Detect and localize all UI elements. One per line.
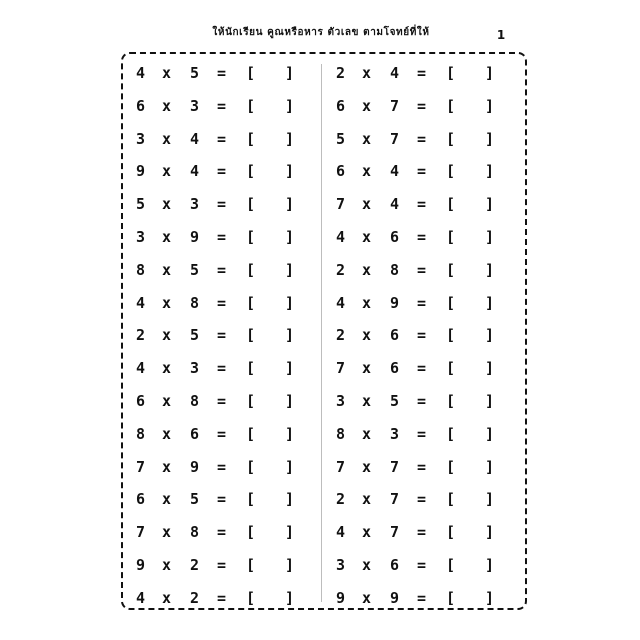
problem-row bbox=[129, 221, 309, 254]
second-number: 2 bbox=[190, 555, 200, 574]
first-number: 7 bbox=[336, 457, 346, 476]
page-number: 1 bbox=[496, 28, 506, 42]
problem-row bbox=[129, 582, 309, 615]
equals-sign: = bbox=[417, 162, 427, 181]
answer-bracket-open: [ bbox=[246, 260, 256, 279]
problem-row bbox=[329, 451, 509, 484]
answer-bracket-close: ] bbox=[485, 457, 495, 476]
equals-sign: = bbox=[217, 129, 227, 148]
second-number: 4 bbox=[190, 162, 200, 181]
multiply-sign: x bbox=[362, 227, 372, 246]
problem-row bbox=[329, 549, 509, 582]
equals-sign: = bbox=[417, 424, 427, 443]
answer-bracket-close: ] bbox=[485, 96, 495, 115]
problem-row bbox=[329, 582, 509, 615]
first-number: 7 bbox=[136, 457, 146, 476]
first-number: 5 bbox=[136, 195, 146, 214]
answer-bracket-open: [ bbox=[446, 391, 456, 410]
multiply-sign: x bbox=[162, 555, 172, 574]
second-number: 7 bbox=[390, 457, 400, 476]
answer-bracket-close: ] bbox=[485, 490, 495, 509]
multiply-sign: x bbox=[162, 391, 172, 410]
answer-bracket-close: ] bbox=[285, 326, 295, 345]
first-number: 4 bbox=[136, 64, 146, 82]
multiply-sign: x bbox=[162, 490, 172, 509]
answer-bracket-open: [ bbox=[446, 359, 456, 378]
answer-bracket-open: [ bbox=[246, 391, 256, 410]
equals-sign: = bbox=[217, 359, 227, 378]
second-number: 4 bbox=[390, 195, 400, 214]
first-number: 4 bbox=[136, 359, 146, 378]
answer-bracket-open: [ bbox=[246, 162, 256, 181]
answer-bracket-open: [ bbox=[246, 490, 256, 509]
answer-bracket-open: [ bbox=[246, 457, 256, 476]
multiply-sign: x bbox=[162, 129, 172, 148]
problem-row bbox=[329, 385, 509, 418]
answer-bracket-close: ] bbox=[285, 96, 295, 115]
first-number: 4 bbox=[336, 293, 346, 312]
equals-sign: = bbox=[217, 523, 227, 542]
first-number: 2 bbox=[336, 490, 346, 509]
equals-sign: = bbox=[417, 129, 427, 148]
second-number: 5 bbox=[190, 490, 200, 509]
answer-bracket-open: [ bbox=[446, 588, 456, 607]
answer-bracket-open: [ bbox=[446, 293, 456, 312]
answer-bracket-open: [ bbox=[246, 293, 256, 312]
first-number: 6 bbox=[336, 162, 346, 181]
multiply-sign: x bbox=[362, 96, 372, 115]
problem-row bbox=[129, 385, 309, 418]
answer-bracket-open: [ bbox=[246, 555, 256, 574]
second-number: 6 bbox=[390, 326, 400, 345]
answer-bracket-close: ] bbox=[285, 129, 295, 148]
second-number: 2 bbox=[190, 588, 200, 607]
answer-bracket-open: [ bbox=[446, 490, 456, 509]
answer-bracket-close: ] bbox=[485, 391, 495, 410]
answer-bracket-close: ] bbox=[485, 555, 495, 574]
equals-sign: = bbox=[217, 195, 227, 214]
equals-sign: = bbox=[417, 588, 427, 607]
multiply-sign: x bbox=[362, 293, 372, 312]
first-number: 4 bbox=[136, 293, 146, 312]
problem-row bbox=[129, 57, 309, 90]
answer-bracket-open: [ bbox=[246, 64, 256, 82]
problem-row bbox=[129, 254, 309, 287]
equals-sign: = bbox=[417, 293, 427, 312]
problem-row bbox=[329, 319, 509, 352]
problem-row bbox=[129, 483, 309, 516]
equals-sign: = bbox=[417, 359, 427, 378]
equals-sign: = bbox=[217, 162, 227, 181]
equals-sign: = bbox=[217, 588, 227, 607]
first-number: 3 bbox=[336, 555, 346, 574]
equals-sign: = bbox=[217, 457, 227, 476]
answer-bracket-close: ] bbox=[285, 227, 295, 246]
second-number: 4 bbox=[390, 162, 400, 181]
answer-bracket-close: ] bbox=[285, 260, 295, 279]
answer-bracket-open: [ bbox=[246, 424, 256, 443]
first-number: 6 bbox=[136, 96, 146, 115]
equals-sign: = bbox=[417, 490, 427, 509]
second-number: 3 bbox=[390, 424, 400, 443]
equals-sign: = bbox=[217, 96, 227, 115]
answer-bracket-close: ] bbox=[285, 523, 295, 542]
answer-bracket-close: ] bbox=[485, 523, 495, 542]
answer-bracket-open: [ bbox=[246, 588, 256, 607]
multiply-sign: x bbox=[162, 523, 172, 542]
answer-bracket-open: [ bbox=[246, 96, 256, 115]
second-number: 5 bbox=[190, 260, 200, 279]
answer-bracket-close: ] bbox=[285, 391, 295, 410]
answer-bracket-open: [ bbox=[246, 326, 256, 345]
multiply-sign: x bbox=[362, 162, 372, 181]
multiply-sign: x bbox=[362, 588, 372, 607]
answer-bracket-close: ] bbox=[485, 326, 495, 345]
problem-row bbox=[329, 57, 509, 90]
first-number: 2 bbox=[336, 326, 346, 345]
first-number: 6 bbox=[136, 490, 146, 509]
problem-row bbox=[129, 188, 309, 221]
multiply-sign: x bbox=[162, 64, 172, 82]
first-number: 3 bbox=[136, 129, 146, 148]
answer-bracket-close: ] bbox=[485, 359, 495, 378]
second-number: 5 bbox=[190, 326, 200, 345]
problem-row bbox=[329, 418, 509, 451]
multiply-sign: x bbox=[362, 195, 372, 214]
problem-column-left bbox=[129, 57, 309, 615]
multiply-sign: x bbox=[162, 260, 172, 279]
answer-bracket-close: ] bbox=[285, 293, 295, 312]
equals-sign: = bbox=[417, 457, 427, 476]
answer-bracket-close: ] bbox=[285, 588, 295, 607]
answer-bracket-open: [ bbox=[446, 195, 456, 214]
answer-bracket-close: ] bbox=[285, 490, 295, 509]
worksheet-title: ให้นักเรียน คูณหรือหาร ตัวเลข ตามโจทย์ที่ให้ bbox=[212, 27, 430, 38]
multiply-sign: x bbox=[362, 424, 372, 443]
equals-sign: = bbox=[417, 195, 427, 214]
answer-bracket-close: ] bbox=[285, 359, 295, 378]
equals-sign: = bbox=[217, 260, 227, 279]
problem-row bbox=[129, 319, 309, 352]
problem-row bbox=[329, 287, 509, 320]
multiply-sign: x bbox=[362, 555, 372, 574]
first-number: 8 bbox=[136, 424, 146, 443]
equals-sign: = bbox=[417, 523, 427, 542]
second-number: 9 bbox=[190, 227, 200, 246]
second-number: 9 bbox=[390, 588, 400, 607]
multiply-sign: x bbox=[162, 96, 172, 115]
multiply-sign: x bbox=[162, 457, 172, 476]
answer-bracket-open: [ bbox=[446, 64, 456, 82]
equals-sign: = bbox=[417, 391, 427, 410]
equals-sign: = bbox=[417, 326, 427, 345]
second-number: 3 bbox=[190, 96, 200, 115]
answer-bracket-open: [ bbox=[446, 424, 456, 443]
multiply-sign: x bbox=[362, 64, 372, 82]
first-number: 9 bbox=[136, 162, 146, 181]
equals-sign: = bbox=[417, 227, 427, 246]
equals-sign: = bbox=[417, 555, 427, 574]
first-number: 7 bbox=[336, 195, 346, 214]
answer-bracket-open: [ bbox=[246, 227, 256, 246]
answer-bracket-open: [ bbox=[446, 162, 456, 181]
second-number: 7 bbox=[390, 96, 400, 115]
first-number: 3 bbox=[336, 391, 346, 410]
answer-bracket-close: ] bbox=[285, 555, 295, 574]
second-number: 5 bbox=[190, 64, 200, 82]
answer-bracket-close: ] bbox=[485, 293, 495, 312]
answer-bracket-close: ] bbox=[485, 260, 495, 279]
answer-bracket-close: ] bbox=[485, 64, 495, 82]
problem-row bbox=[329, 188, 509, 221]
multiply-sign: x bbox=[162, 359, 172, 378]
first-number: 6 bbox=[336, 96, 346, 115]
second-number: 6 bbox=[390, 555, 400, 574]
multiply-sign: x bbox=[362, 260, 372, 279]
first-number: 7 bbox=[336, 359, 346, 378]
second-number: 3 bbox=[190, 359, 200, 378]
second-number: 9 bbox=[390, 293, 400, 312]
multiply-sign: x bbox=[162, 195, 172, 214]
equals-sign: = bbox=[217, 64, 227, 82]
worksheet-dashed-frame bbox=[121, 52, 527, 610]
problem-row bbox=[329, 483, 509, 516]
second-number: 4 bbox=[190, 129, 200, 148]
multiply-sign: x bbox=[362, 523, 372, 542]
first-number: 4 bbox=[136, 588, 146, 607]
multiply-sign: x bbox=[362, 490, 372, 509]
multiply-sign: x bbox=[362, 457, 372, 476]
problem-row bbox=[129, 451, 309, 484]
problem-row bbox=[129, 155, 309, 188]
second-number: 5 bbox=[390, 391, 400, 410]
first-number: 3 bbox=[136, 227, 146, 246]
answer-bracket-close: ] bbox=[485, 424, 495, 443]
equals-sign: = bbox=[217, 293, 227, 312]
multiply-sign: x bbox=[162, 588, 172, 607]
second-number: 9 bbox=[190, 457, 200, 476]
second-number: 3 bbox=[190, 195, 200, 214]
multiply-sign: x bbox=[162, 326, 172, 345]
answer-bracket-close: ] bbox=[485, 588, 495, 607]
answer-bracket-open: [ bbox=[446, 457, 456, 476]
problem-row bbox=[329, 123, 509, 156]
first-number: 9 bbox=[336, 588, 346, 607]
problem-row bbox=[329, 516, 509, 549]
second-number: 8 bbox=[190, 391, 200, 410]
answer-bracket-close: ] bbox=[285, 424, 295, 443]
problem-row bbox=[129, 123, 309, 156]
first-number: 8 bbox=[336, 424, 346, 443]
problem-row bbox=[129, 549, 309, 582]
answer-bracket-open: [ bbox=[246, 523, 256, 542]
second-number: 6 bbox=[390, 359, 400, 378]
second-number: 6 bbox=[190, 424, 200, 443]
equals-sign: = bbox=[217, 490, 227, 509]
problem-column-right bbox=[329, 57, 509, 615]
multiply-sign: x bbox=[362, 129, 372, 148]
problem-row bbox=[329, 254, 509, 287]
problem-row bbox=[129, 352, 309, 385]
second-number: 4 bbox=[390, 64, 400, 82]
answer-bracket-close: ] bbox=[485, 162, 495, 181]
second-number: 7 bbox=[390, 490, 400, 509]
first-number: 2 bbox=[336, 64, 346, 82]
answer-bracket-open: [ bbox=[246, 359, 256, 378]
answer-bracket-close: ] bbox=[485, 129, 495, 148]
equals-sign: = bbox=[417, 96, 427, 115]
problem-row bbox=[129, 90, 309, 123]
multiply-sign: x bbox=[362, 391, 372, 410]
equals-sign: = bbox=[217, 555, 227, 574]
equals-sign: = bbox=[217, 227, 227, 246]
problem-row bbox=[329, 352, 509, 385]
second-number: 7 bbox=[390, 129, 400, 148]
second-number: 7 bbox=[390, 523, 400, 542]
answer-bracket-open: [ bbox=[446, 227, 456, 246]
multiply-sign: x bbox=[162, 162, 172, 181]
first-number: 5 bbox=[336, 129, 346, 148]
problem-row bbox=[329, 155, 509, 188]
second-number: 8 bbox=[190, 293, 200, 312]
equals-sign: = bbox=[217, 391, 227, 410]
answer-bracket-open: [ bbox=[446, 96, 456, 115]
equals-sign: = bbox=[417, 64, 427, 82]
first-number: 2 bbox=[136, 326, 146, 345]
first-number: 4 bbox=[336, 227, 346, 246]
problem-row bbox=[329, 90, 509, 123]
answer-bracket-close: ] bbox=[485, 227, 495, 246]
answer-bracket-open: [ bbox=[446, 523, 456, 542]
answer-bracket-close: ] bbox=[285, 64, 295, 82]
multiply-sign: x bbox=[362, 359, 372, 378]
answer-bracket-open: [ bbox=[246, 195, 256, 214]
answer-bracket-open: [ bbox=[446, 555, 456, 574]
multiply-sign: x bbox=[162, 424, 172, 443]
second-number: 6 bbox=[390, 227, 400, 246]
equals-sign: = bbox=[217, 424, 227, 443]
equals-sign: = bbox=[217, 326, 227, 345]
answer-bracket-open: [ bbox=[446, 129, 456, 148]
answer-bracket-close: ] bbox=[285, 195, 295, 214]
problem-row bbox=[329, 221, 509, 254]
equals-sign: = bbox=[417, 260, 427, 279]
problem-row bbox=[129, 418, 309, 451]
first-number: 2 bbox=[336, 260, 346, 279]
first-number: 6 bbox=[136, 391, 146, 410]
first-number: 7 bbox=[136, 523, 146, 542]
second-number: 8 bbox=[190, 523, 200, 542]
problem-row bbox=[129, 287, 309, 320]
second-number: 8 bbox=[390, 260, 400, 279]
multiply-sign: x bbox=[162, 227, 172, 246]
answer-bracket-close: ] bbox=[285, 162, 295, 181]
answer-bracket-close: ] bbox=[485, 195, 495, 214]
column-divider bbox=[321, 64, 322, 602]
multiply-sign: x bbox=[162, 293, 172, 312]
answer-bracket-open: [ bbox=[446, 260, 456, 279]
answer-bracket-close: ] bbox=[285, 457, 295, 476]
problem-row bbox=[129, 516, 309, 549]
first-number: 4 bbox=[336, 523, 346, 542]
first-number: 8 bbox=[136, 260, 146, 279]
answer-bracket-open: [ bbox=[446, 326, 456, 345]
answer-bracket-open: [ bbox=[246, 129, 256, 148]
multiply-sign: x bbox=[362, 326, 372, 345]
first-number: 9 bbox=[136, 555, 146, 574]
